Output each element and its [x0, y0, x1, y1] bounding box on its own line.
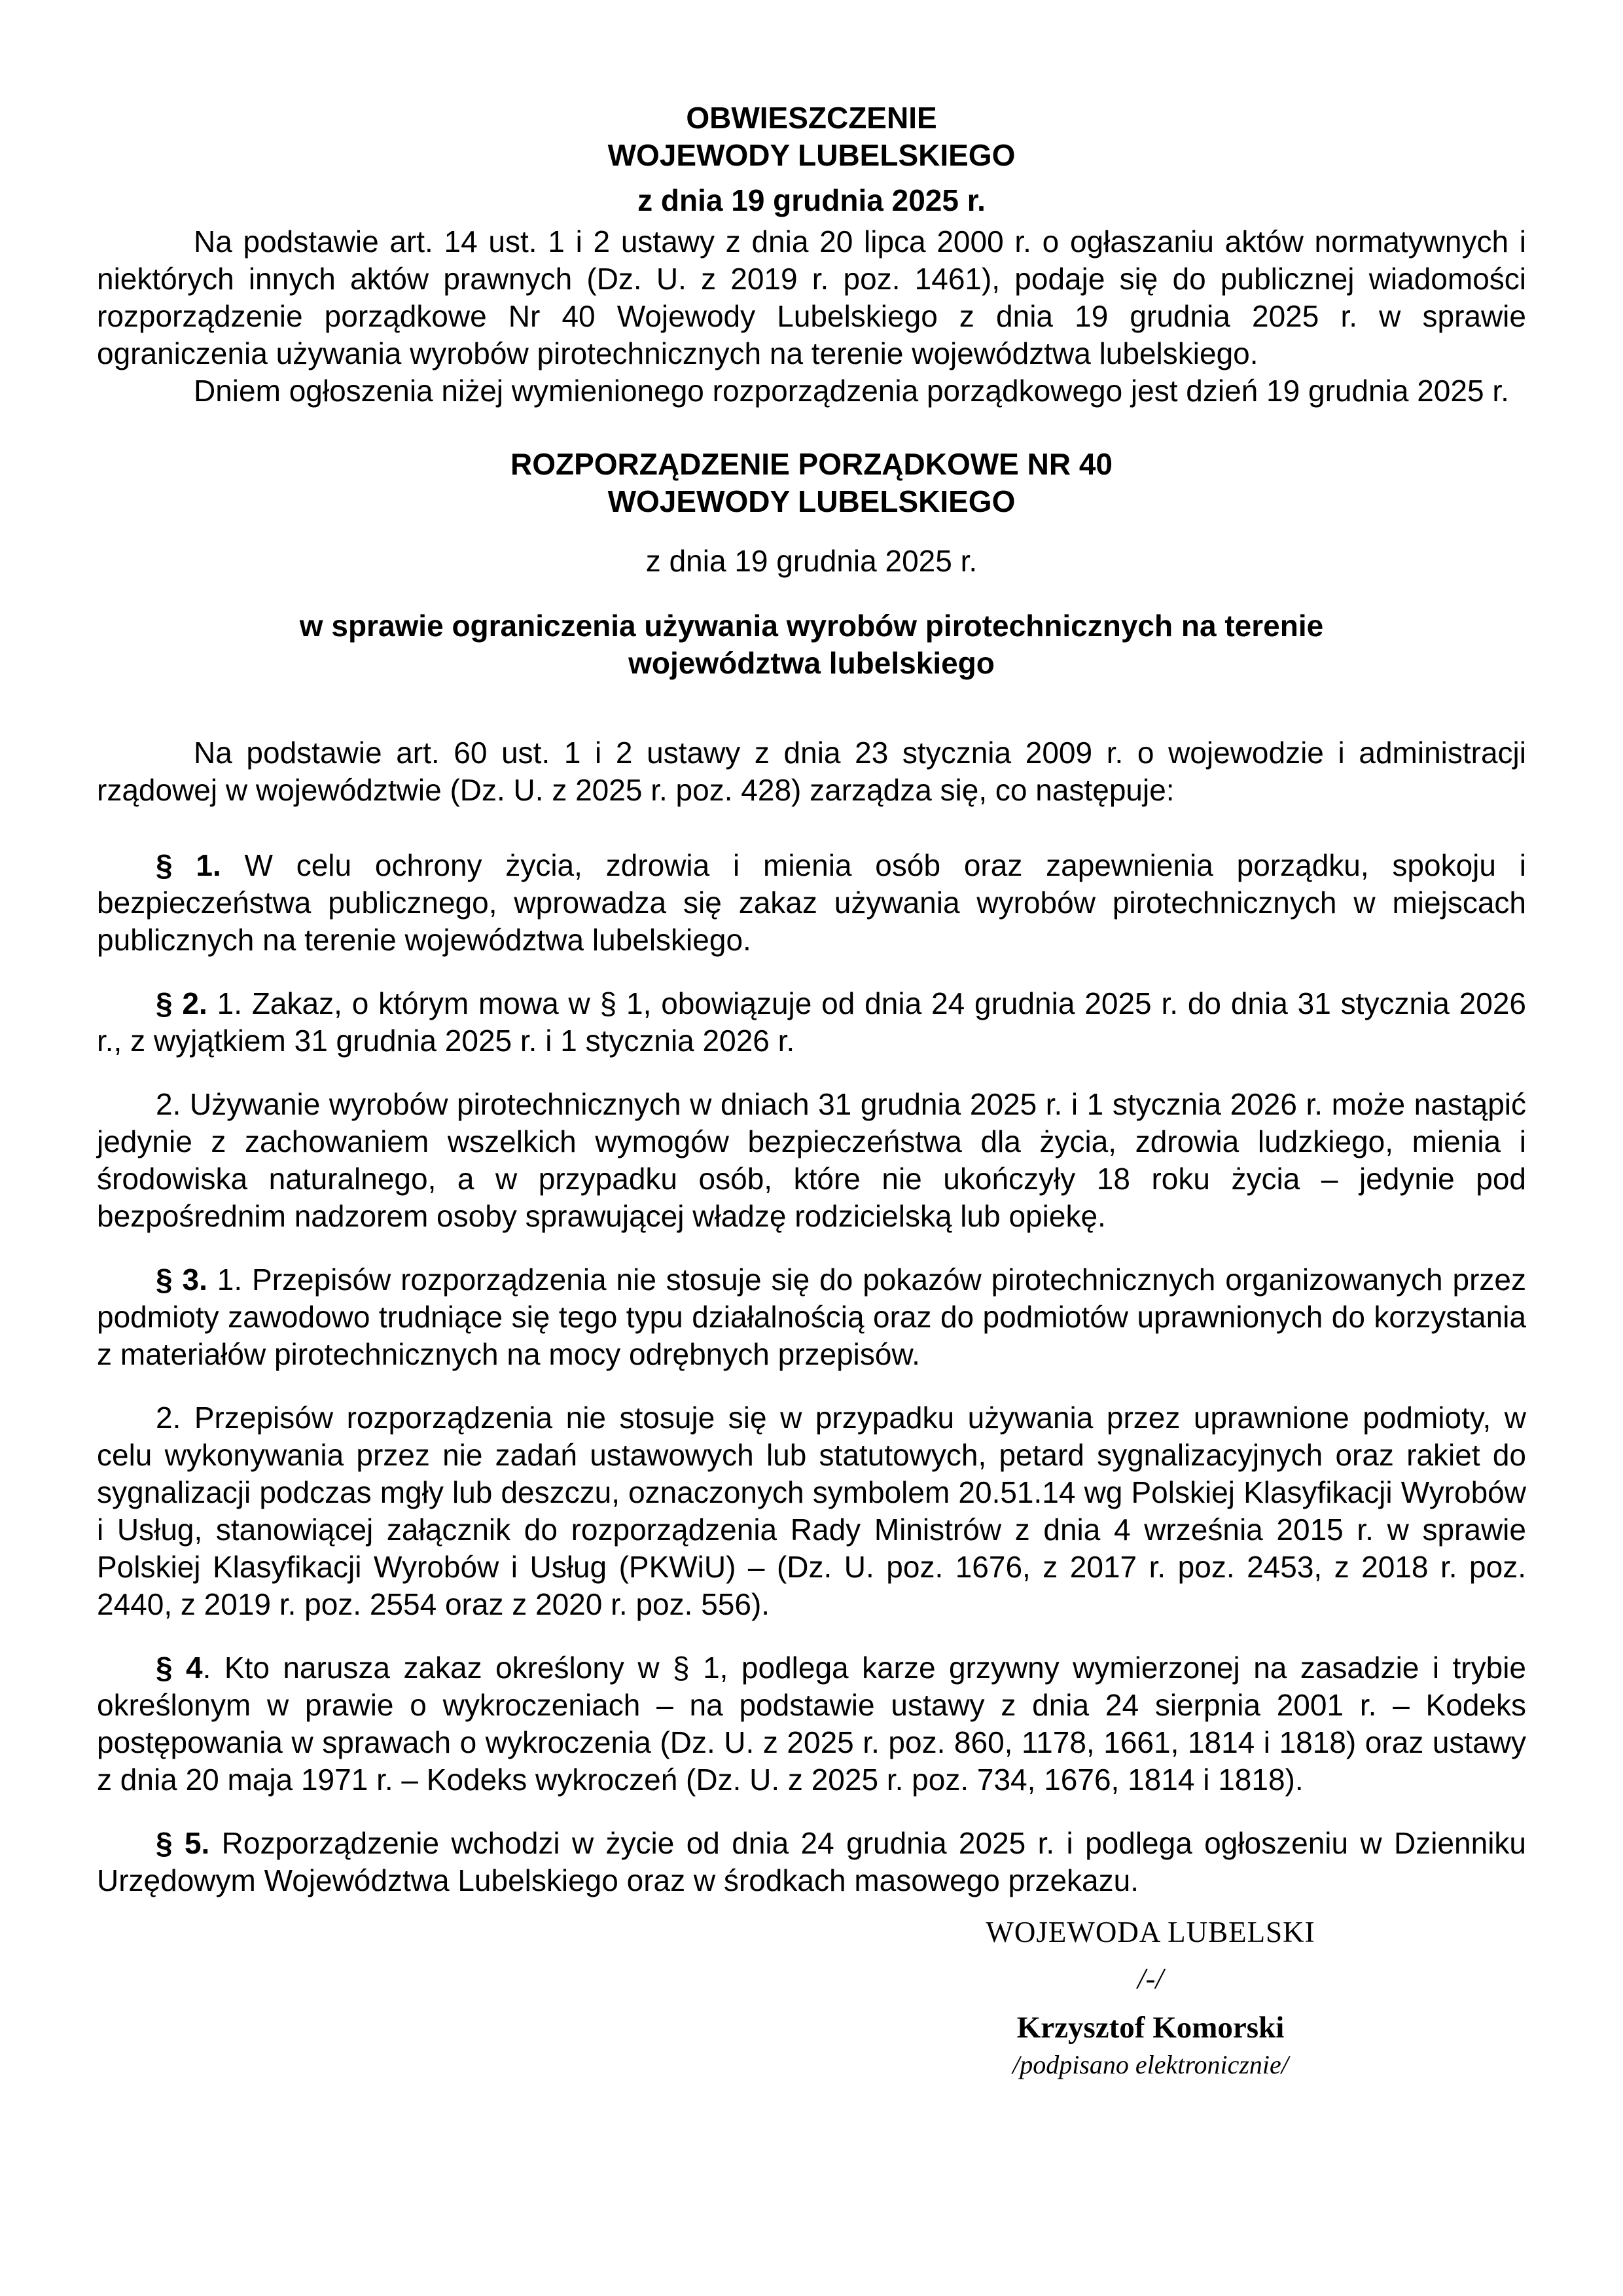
signature-role: WOJEWODA LUBELSKI	[986, 1916, 1315, 1948]
announcement-date: z dnia 19 grudnia 2025 r.	[637, 183, 986, 217]
section-4-text: . Kto narusza zakaz określony w § 1, podlega karze grzywny wymierzonej na zasadzie i trybie określonym w prawie o wykroczeniach – na podstawie ustawy z dnia 24 sierpnia 2001 r. – Kodeks postępowania w sprawach o wykroczenia (Dz. U. z 2025 r. poz. 860, 1178, 1661, 1814 i 1818) oraz ustawy z dnia 20 maja 1971 r. – Kodeks wykroczeń (Dz. U. z 2025 r. poz. 734, 1676, 1814 i 1818).	[97, 1651, 1526, 1797]
announcement-paragraph-legal-basis: Na podstawie art. 14 ust. 1 i 2 ustawy z dnia 20 lipca 2000 r. o ogłaszaniu aktów normatywnych i niektórych innych aktów prawnych (Dz. U. z 2019 r. poz. 1461), podaje się do publicznej wiadomości rozporządzenie porządkowe Nr 40 Wojewody Lubelskiego z dnia 19 grudnia 2025 r. w sprawie ograniczenia używania wyrobów pirotechnicznych na terenie województwa lubelskiego.	[97, 224, 1526, 370]
regulation-date: z dnia 19 grudnia 2025 r.	[645, 544, 978, 578]
section-2-lead: § 2.	[156, 986, 207, 1020]
section-paragraph-3-2	[97, 1399, 1526, 1623]
section-paragraph-2-1	[97, 985, 1526, 1060]
section-2-2-text: 2. Używanie wyrobów pirotechnicznych w dniach 31 grudnia 2025 r. i 1 stycznia 2026 r. może nastąpić jedynie z zachowaniem wszelkich wymogów bezpieczeństwa dla życia, zdrowia ludzkiego, mienia i środowiska naturalnego, a w przypadku osób, które nie ukończyły 18 roku życia – jedynie pod bezpośrednim nadzorem osoby sprawującej władzę rodzicielską lub opiekę.	[97, 1087, 1526, 1233]
signature-mark: /-/	[1137, 1962, 1164, 1995]
section-paragraph-1	[97, 847, 1526, 959]
regulation-intro: Na podstawie art. 60 ust. 1 i 2 ustawy z dnia 23 stycznia 2009 r. o wojewodzie i administracji rządowej w województwie (Dz. U. z 2025 r. poz. 428) zarządza się, co następuje:	[97, 736, 1526, 807]
section-2-text: 1. Zakaz, o którym mowa w § 1, obowiązuje od dnia 24 grudnia 2025 r. do dnia 31 stycznia 2026 r., z wyjątkiem 31 grudnia 2025 r. i 1 stycznia 2026 r.	[97, 986, 1526, 1058]
regulation-title: ROZPORZĄDZENIE PORZĄDKOWE NR 40	[510, 447, 1113, 481]
section-1-text: W celu ochrony życia, zdrowia i mienia osób oraz zapewnienia porządku, spokoju i bezpieczeństwa publicznego, wprowadza się zakaz używania wyrobów pirotechnicznych w miejscach publicznych na terenie województwa lubelskiego.	[97, 848, 1526, 957]
signature-block	[823, 1914, 1478, 2081]
announcement-title: OBWIESZCZENIE	[686, 101, 937, 135]
signature-name: Krzysztof Komorski	[1016, 2011, 1285, 2045]
section-1-lead: § 1.	[156, 848, 221, 882]
section-paragraph-5	[97, 1825, 1526, 1899]
announcement-issuer: WOJEWODY LUBELSKIEGO	[607, 138, 1016, 172]
section-3-lead: § 3.	[156, 1263, 207, 1297]
section-paragraph-3-1	[97, 1261, 1526, 1373]
regulation-heading	[97, 446, 1526, 682]
section-5-text: Rozporządzenie wchodzi w życie od dnia 24 grudnia 2025 r. i podlega ogłoszeniu w Dzienniku Urzędowym Województwa Lubelskiego oraz w środkach masowego przekazu.	[97, 1826, 1526, 1897]
section-paragraph-4	[97, 1649, 1526, 1799]
signature-electronic-note: /podpisano elektronicznie/	[1012, 2050, 1289, 2079]
announcement-paragraph-publication-day: Dniem ogłoszenia niżej wymienionego rozporządzenia porządkowego jest dzień 19 grudnia 2025 r.	[194, 374, 1509, 408]
section-3-text: 1. Przepisów rozporządzenia nie stosuje się do pokazów pirotechnicznych organizowanych przez podmioty zawodowo trudniące się tego typu działalnością oraz do podmiotów uprawnionych do korzystania z materiałów pirotechnicznych na mocy odrębnych przepisów.	[97, 1263, 1526, 1371]
section-5-lead: § 5.	[156, 1826, 210, 1860]
section-paragraph-2-2	[97, 1086, 1526, 1235]
section-4-lead: § 4	[156, 1651, 203, 1685]
section-3-2-text: 2. Przepisów rozporządzenia nie stosuje się w przypadku używania przez uprawnione podmioty, w celu wykonywania przez nie zadań ustawowych lub statutowych, petard sygnalizacyjnych oraz rakiet do sygnalizacji podczas mgły lub deszczu, oznaczonych symbolem 20.51.14 wg Polskiej Klasyfikacji Wyrobów i Usług, stanowiącej załącznik do rozporządzenia Rady Ministrów z dnia 4 września 2015 r. w sprawie Polskiej Klasyfikacji Wyrobów i Usług (PKWiU) – (Dz. U. poz. 1676, z 2017 r. poz. 2453, z 2018 r. poz. 2440, z 2019 r. poz. 2554 oraz z 2020 r. poz. 556).	[97, 1401, 1526, 1621]
regulation-issuer: WOJEWODY LUBELSKIEGO	[607, 484, 1016, 518]
regulation-subject: w sprawie ograniczenia używania wyrobów pirotechnicznych na terenie województwa lubelskiego	[299, 609, 1324, 680]
announcement-header	[97, 99, 1526, 219]
